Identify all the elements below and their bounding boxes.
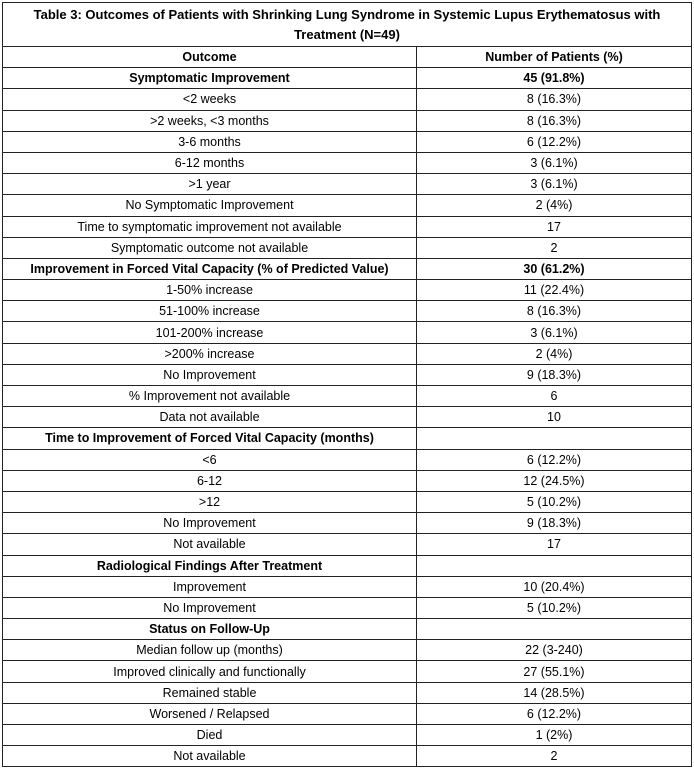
value-cell	[417, 555, 692, 576]
value-cell: 6 (12.2%)	[417, 131, 692, 152]
value-cell: 2	[417, 746, 692, 767]
value-cell: 22 (3-240)	[417, 640, 692, 661]
value-cell: 6 (12.2%)	[417, 703, 692, 724]
table-row	[3, 364, 692, 385]
value-cell: 2 (4%)	[417, 195, 692, 216]
table-row	[3, 407, 692, 428]
section-row	[3, 428, 692, 449]
table-row	[3, 703, 692, 724]
value-cell: 12 (24.5%)	[417, 470, 692, 491]
value-cell: 10 (20.4%)	[417, 576, 692, 597]
value-cell	[417, 428, 692, 449]
table-title: Table 3: Outcomes of Patients with Shrinking Lung Syndrome in Systemic Lupus Erythematosus with Treatment (N=49)	[3, 3, 692, 47]
outcome-cell: <6	[3, 449, 417, 470]
table-row	[3, 725, 692, 746]
value-cell: 3 (6.1%)	[417, 174, 692, 195]
table-row	[3, 682, 692, 703]
table-row	[3, 386, 692, 407]
table-row	[3, 216, 692, 237]
value-cell: 8 (16.3%)	[417, 301, 692, 322]
value-cell: 2 (4%)	[417, 343, 692, 364]
header-number: Number of Patients (%)	[417, 47, 692, 68]
table-row	[3, 576, 692, 597]
value-cell: 2	[417, 237, 692, 258]
value-cell: 5 (10.2%)	[417, 491, 692, 512]
outcome-cell: Time to symptomatic improvement not available	[3, 216, 417, 237]
table-row	[3, 110, 692, 131]
outcome-cell: Status on Follow-Up	[3, 619, 417, 640]
value-cell: 6	[417, 386, 692, 407]
header-row	[3, 47, 692, 68]
outcome-cell: >1 year	[3, 174, 417, 195]
value-cell: 3 (6.1%)	[417, 152, 692, 173]
outcome-cell: Improvement in Forced Vital Capacity (% of Predicted Value)	[3, 258, 417, 279]
section-row	[3, 68, 692, 89]
table-row	[3, 513, 692, 534]
table-row	[3, 131, 692, 152]
outcomes-table	[2, 2, 692, 767]
table-row	[3, 237, 692, 258]
outcome-cell: No Symptomatic Improvement	[3, 195, 417, 216]
table-row	[3, 534, 692, 555]
table-row	[3, 174, 692, 195]
outcome-cell: Worsened / Relapsed	[3, 703, 417, 724]
table-row	[3, 449, 692, 470]
value-cell: 8 (16.3%)	[417, 89, 692, 110]
outcome-cell: 3-6 months	[3, 131, 417, 152]
outcome-cell: Data not available	[3, 407, 417, 428]
section-row	[3, 619, 692, 640]
value-cell: 6 (12.2%)	[417, 449, 692, 470]
header-outcome: Outcome	[3, 47, 417, 68]
table-row	[3, 322, 692, 343]
table-row	[3, 89, 692, 110]
value-cell: 9 (18.3%)	[417, 513, 692, 534]
table-row	[3, 280, 692, 301]
outcome-cell: No Improvement	[3, 597, 417, 618]
outcome-cell: % Improvement not available	[3, 386, 417, 407]
value-cell: 8 (16.3%)	[417, 110, 692, 131]
value-cell: 14 (28.5%)	[417, 682, 692, 703]
outcome-cell: No Improvement	[3, 364, 417, 385]
outcome-cell: 6-12	[3, 470, 417, 491]
value-cell: 1 (2%)	[417, 725, 692, 746]
table-row	[3, 152, 692, 173]
outcome-cell: Improved clinically and functionally	[3, 661, 417, 682]
value-cell: 27 (55.1%)	[417, 661, 692, 682]
value-cell: 17	[417, 534, 692, 555]
table-row	[3, 661, 692, 682]
outcome-cell: Remained stable	[3, 682, 417, 703]
value-cell: 9 (18.3%)	[417, 364, 692, 385]
outcome-cell: Time to Improvement of Forced Vital Capacity (months)	[3, 428, 417, 449]
outcome-cell: Median follow up (months)	[3, 640, 417, 661]
outcome-cell: 6-12 months	[3, 152, 417, 173]
outcome-cell: <2 weeks	[3, 89, 417, 110]
table-row	[3, 195, 692, 216]
table-row	[3, 470, 692, 491]
outcome-cell: Symptomatic outcome not available	[3, 237, 417, 258]
section-row	[3, 258, 692, 279]
table-row	[3, 491, 692, 512]
value-cell: 3 (6.1%)	[417, 322, 692, 343]
outcome-cell: Not available	[3, 534, 417, 555]
table-row	[3, 746, 692, 767]
value-cell: 30 (61.2%)	[417, 258, 692, 279]
value-cell	[417, 619, 692, 640]
table-row	[3, 597, 692, 618]
outcome-cell: 51-100% increase	[3, 301, 417, 322]
value-cell: 45 (91.8%)	[417, 68, 692, 89]
outcome-cell: 1-50% increase	[3, 280, 417, 301]
value-cell: 11 (22.4%)	[417, 280, 692, 301]
outcome-cell: Improvement	[3, 576, 417, 597]
outcome-cell: Died	[3, 725, 417, 746]
outcome-cell: >2 weeks, <3 months	[3, 110, 417, 131]
outcome-cell: Symptomatic Improvement	[3, 68, 417, 89]
table-row	[3, 640, 692, 661]
outcome-cell: >12	[3, 491, 417, 512]
outcome-cell: Radiological Findings After Treatment	[3, 555, 417, 576]
outcome-cell: >200% increase	[3, 343, 417, 364]
value-cell: 5 (10.2%)	[417, 597, 692, 618]
table-row	[3, 301, 692, 322]
value-cell: 10	[417, 407, 692, 428]
value-cell: 17	[417, 216, 692, 237]
table-title-row	[3, 3, 692, 47]
outcome-cell: 101-200% increase	[3, 322, 417, 343]
outcome-cell: Not available	[3, 746, 417, 767]
outcome-cell: No Improvement	[3, 513, 417, 534]
table-row	[3, 343, 692, 364]
section-row	[3, 555, 692, 576]
